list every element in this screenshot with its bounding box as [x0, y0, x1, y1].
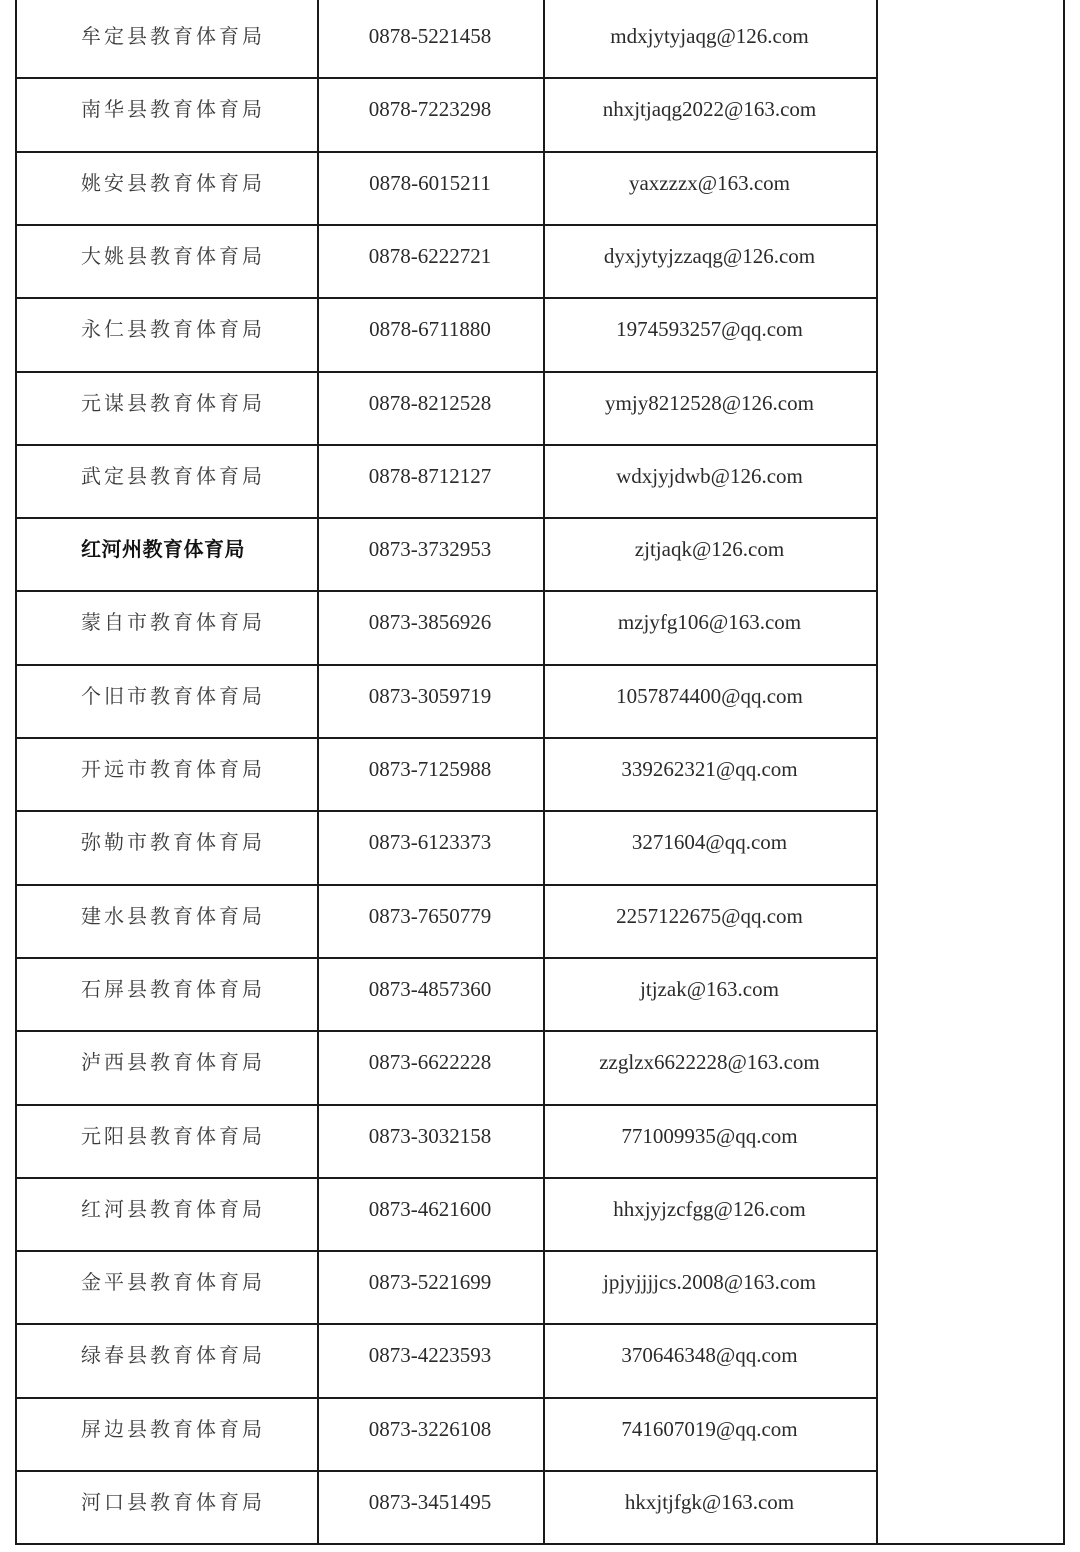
email-cell: [543, 738, 876, 811]
phone-cell: [317, 5, 543, 78]
note-text: [876, 958, 1064, 1020]
table-row: [15, 78, 1064, 151]
note-cell: [876, 1178, 1064, 1251]
note-cell: [876, 958, 1064, 1031]
phone-text: 0873-3226108: [368, 1416, 492, 1441]
table-row: [15, 811, 1064, 884]
agency-name-text: 个旧市教育体育局: [81, 683, 265, 708]
phone-text: 0873-3856926: [368, 610, 492, 635]
email-cell: [543, 958, 876, 1031]
email-text: 1974593257@qq.com: [616, 317, 803, 342]
agency-name-text: 弥勒市教育体育局: [81, 830, 265, 855]
column-divider: [317, 0, 319, 1545]
email-cell: [543, 665, 876, 738]
row-divider: [15, 297, 877, 299]
agency-name-text: 蒙自市教育体育局: [81, 610, 265, 635]
phone-text: 0878-7223298: [368, 97, 492, 122]
row-divider: [15, 810, 877, 812]
note-cell: [876, 811, 1064, 884]
note-cell: [876, 5, 1064, 78]
agency-name-cell: [15, 1031, 317, 1104]
note-cell: [876, 738, 1064, 811]
phone-cell: [317, 1398, 543, 1471]
phone-text: 0878-6015211: [369, 170, 491, 195]
note-cell: [876, 298, 1064, 371]
table-row: [15, 5, 1064, 78]
agency-name-cell: [15, 1324, 317, 1397]
phone-text: 0873-3732953: [368, 537, 492, 562]
table-row: [15, 1178, 1064, 1251]
note-cell: [876, 518, 1064, 591]
agency-name-text: 元阳县教育体育局: [81, 1123, 265, 1148]
note-cell: [876, 225, 1064, 298]
note-cell: [876, 591, 1064, 664]
email-text: 3271604@qq.com: [631, 830, 788, 855]
email-text: mdxjytyjaqg@126.com: [610, 24, 809, 48]
note-cell: [876, 445, 1064, 518]
email-text: zzglzx6622228@163.com: [599, 1050, 820, 1075]
row-divider: [15, 224, 877, 226]
phone-cell: [317, 1251, 543, 1324]
phone-cell: [317, 1105, 543, 1178]
note-text: [876, 225, 1064, 287]
email-text: zjtjaqk@126.com: [634, 537, 785, 562]
table-row: [15, 1031, 1064, 1104]
note-cell: [876, 372, 1064, 445]
column-divider: [15, 0, 17, 1545]
row-divider: [15, 737, 877, 739]
email-cell: [543, 298, 876, 371]
note-text: [876, 665, 1064, 727]
note-cell: [876, 152, 1064, 225]
table-row: [15, 1471, 1064, 1544]
column-divider: [876, 0, 878, 1545]
email-cell: [543, 445, 876, 518]
phone-cell: [317, 78, 543, 151]
phone-text: 0878-8212528: [368, 390, 492, 415]
note-cell: [876, 1324, 1064, 1397]
email-cell: [543, 1178, 876, 1251]
row-divider: [15, 77, 877, 79]
row-divider: [15, 517, 877, 519]
note-text: [876, 811, 1064, 873]
row-divider: [15, 1177, 877, 1179]
email-text: yaxzzzx@163.com: [628, 170, 791, 195]
note-cell: [876, 1251, 1064, 1324]
phone-cell: [317, 298, 543, 371]
email-text: 771009935@qq.com: [621, 1123, 798, 1148]
email-text: hkxjtjfgk@163.com: [624, 1490, 795, 1514]
phone-text: 0873-4621600: [368, 1196, 492, 1221]
note-text: [876, 152, 1064, 214]
note-text: [876, 1031, 1064, 1093]
agency-name-text: 金平县教育体育局: [81, 1270, 265, 1295]
row-divider: [15, 1470, 877, 1472]
note-text: [876, 1471, 1064, 1533]
email-text: 2257122675@qq.com: [616, 903, 803, 928]
phone-cell: [317, 518, 543, 591]
phone-cell: [317, 152, 543, 225]
column-divider: [543, 0, 545, 1545]
note-text: [876, 885, 1064, 947]
email-cell: [543, 225, 876, 298]
agency-name-cell: [15, 738, 317, 811]
phone-cell: [317, 1178, 543, 1251]
agency-name-text: 武定县教育体育局: [81, 463, 265, 488]
phone-cell: [317, 591, 543, 664]
note-text: [876, 1178, 1064, 1240]
phone-text: 0873-7650779: [368, 903, 492, 928]
email-cell: [543, 885, 876, 958]
row-divider: [15, 1104, 877, 1106]
table-row: [15, 445, 1064, 518]
email-text: jpjyjjjjcs.2008@163.com: [603, 1270, 816, 1295]
phone-cell: [317, 665, 543, 738]
email-text: 339262321@qq.com: [621, 757, 798, 781]
note-text: [876, 518, 1064, 580]
agency-name-text: 屏边县教育体育局: [81, 1416, 265, 1441]
agency-name-cell: [15, 811, 317, 884]
phone-text: 0873-7125988: [368, 757, 492, 781]
email-text: mzjyfg106@163.com: [617, 610, 802, 635]
agency-name-cell: [15, 152, 317, 225]
email-text: ymjy8212528@126.com: [605, 390, 814, 415]
phone-text: 0878-5221458: [368, 24, 492, 48]
agency-name-cell: [15, 78, 317, 151]
note-cell: [876, 1031, 1064, 1104]
note-text: [876, 1324, 1064, 1386]
agency-name-text: 牟定县教育体育局: [81, 24, 265, 48]
email-cell: [543, 1471, 876, 1544]
phone-cell: [317, 1031, 543, 1104]
row-divider: [15, 371, 877, 373]
email-cell: [543, 1324, 876, 1397]
email-text: jtjzak@163.com: [640, 976, 779, 1001]
note-text: [876, 738, 1064, 800]
note-cell: [876, 78, 1064, 151]
row-divider: [15, 1323, 877, 1325]
phone-cell: [317, 1324, 543, 1397]
agency-name-cell: [15, 1105, 317, 1178]
agency-name-text: 绿春县教育体育局: [81, 1343, 265, 1368]
email-cell: [543, 591, 876, 664]
email-cell: [543, 1251, 876, 1324]
table-row: [15, 738, 1064, 811]
note-cell: [876, 1471, 1064, 1544]
agency-name-cell: [15, 372, 317, 445]
agency-name-text: 泸西县教育体育局: [81, 1050, 265, 1075]
agency-name-cell: [15, 445, 317, 518]
note-text: [876, 591, 1064, 653]
phone-cell: [317, 445, 543, 518]
phone-text: 0873-6123373: [368, 830, 492, 855]
table-row: [15, 591, 1064, 664]
row-divider: [15, 590, 877, 592]
row-divider: [15, 151, 877, 153]
agency-name-text: 石屏县教育体育局: [81, 976, 265, 1001]
agency-name-text: 元谋县教育体育局: [81, 390, 265, 415]
email-cell: [543, 78, 876, 151]
table-row: [15, 372, 1064, 445]
agency-name-text: 南华县教育体育局: [81, 97, 265, 122]
agency-name-text: 河口县教育体育局: [81, 1490, 265, 1514]
note-cell: [876, 665, 1064, 738]
agency-name-text: 大姚县教育体育局: [81, 243, 265, 268]
email-text: 1057874400@qq.com: [616, 683, 803, 708]
phone-text: 0873-4223593: [368, 1343, 492, 1368]
phone-text: 0873-5221699: [368, 1270, 492, 1295]
email-text: 370646348@qq.com: [621, 1343, 798, 1368]
agency-name-cell: [15, 225, 317, 298]
table-row: [15, 152, 1064, 225]
email-cell: [543, 5, 876, 78]
agency-name-cell: [15, 885, 317, 958]
phone-text: 0878-6711880: [369, 317, 491, 342]
note-cell: [876, 1398, 1064, 1471]
note-cell: [876, 1105, 1064, 1178]
phone-cell: [317, 1471, 543, 1544]
note-cell: [876, 885, 1064, 958]
email-text: nhxjtjaqg2022@163.com: [602, 97, 817, 122]
row-divider: [15, 664, 877, 666]
agency-name-text: 红河州教育体育局: [81, 537, 245, 562]
note-text: [876, 445, 1064, 507]
table-row: [15, 298, 1064, 371]
phone-cell: [317, 225, 543, 298]
table-row: [15, 1324, 1064, 1397]
table-row: [15, 1105, 1064, 1178]
row-divider: [15, 1250, 877, 1252]
agency-name-cell: [15, 665, 317, 738]
agency-name-cell: [15, 298, 317, 371]
phone-cell: [317, 372, 543, 445]
row-divider: [15, 884, 877, 886]
agency-name-text: 姚安县教育体育局: [81, 170, 265, 195]
agency-name-cell: [15, 1398, 317, 1471]
agency-name-text: 红河县教育体育局: [81, 1196, 265, 1221]
note-text: [876, 298, 1064, 360]
note-text: [876, 372, 1064, 434]
email-text: wdxjyjdwb@126.com: [616, 463, 803, 488]
table-row: [15, 958, 1064, 1031]
agency-name-cell: [15, 518, 317, 591]
email-cell: [543, 811, 876, 884]
agency-name-cell: [15, 591, 317, 664]
phone-cell: [317, 958, 543, 1031]
agency-name-text: 永仁县教育体育局: [81, 317, 265, 342]
row-divider: [15, 1397, 877, 1399]
agency-name-text: 建水县教育体育局: [81, 903, 265, 928]
phone-text: 0873-6622228: [368, 1050, 492, 1075]
column-divider: [1063, 0, 1065, 1545]
agency-name-cell: [15, 1251, 317, 1324]
agency-name-text: 开远市教育体育局: [81, 757, 265, 781]
phone-text: 0878-6222721: [368, 243, 492, 268]
table-row: [15, 518, 1064, 591]
table-row: [15, 665, 1064, 738]
row-divider: [15, 957, 877, 959]
table-row: [15, 1398, 1064, 1471]
note-text: [876, 78, 1064, 140]
email-cell: [543, 1031, 876, 1104]
email-text: 741607019@qq.com: [621, 1416, 798, 1441]
phone-cell: [317, 738, 543, 811]
table-row: [15, 225, 1064, 298]
row-divider: [15, 444, 877, 446]
phone-text: 0873-4857360: [368, 976, 492, 1001]
phone-cell: [317, 885, 543, 958]
agency-name-cell: [15, 1178, 317, 1251]
agency-name-cell: [15, 5, 317, 78]
email-cell: [543, 152, 876, 225]
email-cell: [543, 1398, 876, 1471]
email-text: dyxjytyjzzaqg@126.com: [603, 243, 816, 268]
phone-text: 0878-8712127: [368, 463, 492, 488]
note-text: [876, 1105, 1064, 1167]
phone-cell: [317, 811, 543, 884]
agency-name-cell: [15, 1471, 317, 1544]
table-row: [15, 1251, 1064, 1324]
email-text: hhxjyjzcfgg@126.com: [613, 1196, 806, 1221]
email-cell: [543, 518, 876, 591]
email-cell: [543, 1105, 876, 1178]
row-divider: [15, 1543, 1065, 1545]
email-cell: [543, 372, 876, 445]
note-text: [876, 1398, 1064, 1460]
row-divider: [15, 1030, 877, 1032]
phone-text: 0873-3059719: [368, 683, 492, 708]
table-row: [15, 885, 1064, 958]
phone-text: 0873-3032158: [368, 1123, 492, 1148]
agency-name-cell: [15, 958, 317, 1031]
note-text: [876, 5, 1064, 67]
note-text: [876, 1251, 1064, 1313]
phone-text: 0873-3451495: [368, 1490, 492, 1514]
